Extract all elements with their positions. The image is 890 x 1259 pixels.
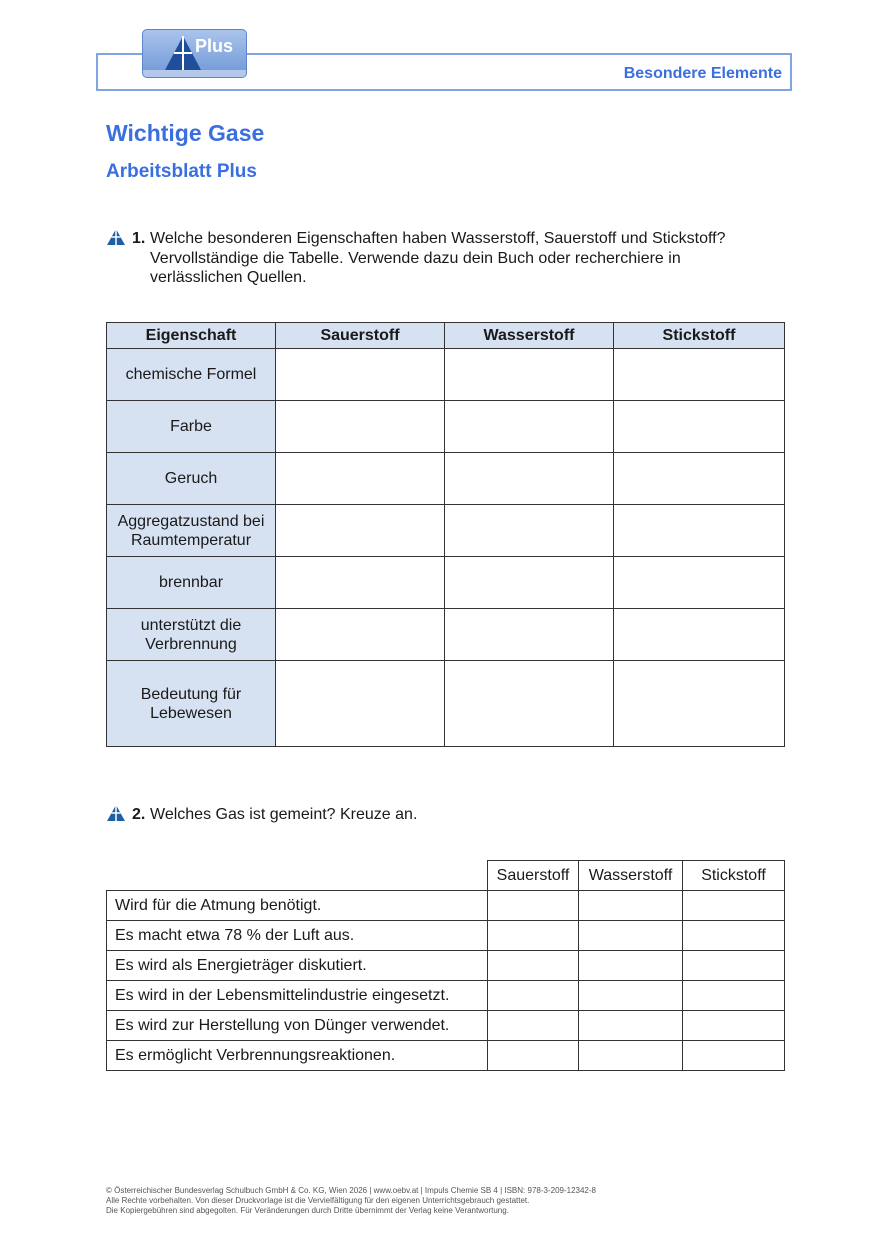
answer-cell[interactable] — [276, 557, 445, 609]
check-cell[interactable] — [488, 1011, 579, 1041]
answer-cell[interactable] — [614, 401, 785, 453]
answer-cell[interactable] — [276, 661, 445, 747]
row-label: Bedeutung für Lebewesen — [107, 661, 276, 747]
answer-cell[interactable] — [445, 661, 614, 747]
copyright-footer — [106, 1186, 806, 1216]
footer-line: Die Kopiergebühren sind abgegolten. Für Veränderungen durch Dritte übernimmt der Verlag keine Verantwortung. — [106, 1206, 509, 1215]
header-wasserstoff: Wasserstoff — [445, 323, 614, 349]
statement: Es wird als Energieträger diskutiert. — [107, 951, 488, 981]
answer-cell[interactable] — [445, 609, 614, 661]
properties-table — [106, 322, 785, 747]
check-cell[interactable] — [579, 1041, 683, 1071]
statement: Wird für die Atmung benötigt. — [107, 891, 488, 921]
answer-cell[interactable] — [445, 349, 614, 401]
row-label: unterstützt die Verbrennung — [107, 609, 276, 661]
answer-cell[interactable] — [276, 505, 445, 557]
statement: Es macht etwa 78 % der Luft aus. — [107, 921, 488, 951]
answer-cell[interactable] — [276, 401, 445, 453]
header-stickstoff: Stickstoff — [614, 323, 785, 349]
footer-line: © Österreichischer Bundesverlag Schulbuch GmbH & Co. KG, Wien 2026 | www.oebv.at | Impuls Chemie SB 4 | ISBN: 978-3-209-12342-8 — [106, 1186, 596, 1195]
answer-cell[interactable] — [614, 453, 785, 505]
check-cell[interactable] — [488, 921, 579, 951]
check-cell[interactable] — [488, 1041, 579, 1071]
row-label: Aggregatzustand bei Raumtemperatur — [107, 505, 276, 557]
task-2-number: 2. — [132, 806, 146, 823]
statement: Es wird zur Herstellung von Dünger verwendet. — [107, 1011, 488, 1041]
header-stickstoff: Stickstoff — [683, 861, 785, 891]
footer-line: Alle Rechte vorbehalten. Von dieser Druckvorlage ist die Vervielfältigung für den eigenen Unterrichtsgebrauch gestattet. — [106, 1196, 530, 1205]
answer-cell[interactable] — [614, 349, 785, 401]
answer-cell[interactable] — [445, 453, 614, 505]
check-cell[interactable] — [579, 921, 683, 951]
check-cell[interactable] — [683, 921, 785, 951]
section-label: Besondere Elemente — [623, 65, 782, 82]
check-cell[interactable] — [488, 891, 579, 921]
row-label: brennbar — [107, 557, 276, 609]
task-2-text: Welches Gas ist gemeint? Kreuze an. — [150, 806, 418, 823]
check-cell[interactable] — [579, 891, 683, 921]
answer-cell[interactable] — [445, 401, 614, 453]
triangle-task-icon — [106, 228, 126, 246]
empty-corner — [107, 861, 488, 891]
task-1-number: 1. — [132, 230, 146, 247]
check-cell[interactable] — [579, 951, 683, 981]
check-cell[interactable] — [683, 951, 785, 981]
check-cell[interactable] — [579, 1011, 683, 1041]
check-cell[interactable] — [579, 981, 683, 1011]
row-label: chemische Formel — [107, 349, 276, 401]
task-1-text: Welche besonderen Eigenschaften haben Wasserstoff, Sauerstoff und Stickstoff? Vervollständige die Tabelle. Verwende dazu dein Buch oder recherchiere in verlässlichen Quellen. — [150, 230, 726, 286]
page-title: Wichtige Gase — [106, 120, 265, 146]
answer-cell[interactable] — [445, 557, 614, 609]
plus-logo — [142, 29, 247, 78]
answer-cell[interactable] — [276, 453, 445, 505]
triangle-task-icon — [106, 804, 126, 822]
header-sauerstoff: Sauerstoff — [488, 861, 579, 891]
answer-cell[interactable] — [445, 505, 614, 557]
answer-cell[interactable] — [614, 609, 785, 661]
check-cell[interactable] — [683, 981, 785, 1011]
check-cell[interactable] — [683, 1041, 785, 1071]
statement: Es ermöglicht Verbrennungsreaktionen. — [107, 1041, 488, 1071]
header-eigenschaft: Eigenschaft — [107, 323, 276, 349]
answer-cell[interactable] — [614, 661, 785, 747]
page-subtitle: Arbeitsblatt Plus — [106, 161, 257, 182]
header-wasserstoff: Wasserstoff — [579, 861, 683, 891]
answer-cell[interactable] — [276, 349, 445, 401]
check-cell[interactable] — [683, 1011, 785, 1041]
row-label: Farbe — [107, 401, 276, 453]
answer-cell[interactable] — [276, 609, 445, 661]
check-cell[interactable] — [488, 951, 579, 981]
check-cell[interactable] — [488, 981, 579, 1011]
statement: Es wird in der Lebensmittelindustrie eingesetzt. — [107, 981, 488, 1011]
answer-cell[interactable] — [614, 557, 785, 609]
row-label: Geruch — [107, 453, 276, 505]
answer-cell[interactable] — [614, 505, 785, 557]
header-sauerstoff: Sauerstoff — [276, 323, 445, 349]
gas-checkbox-table — [106, 860, 785, 1071]
check-cell[interactable] — [683, 891, 785, 921]
logo-text: Plus — [195, 36, 234, 56]
